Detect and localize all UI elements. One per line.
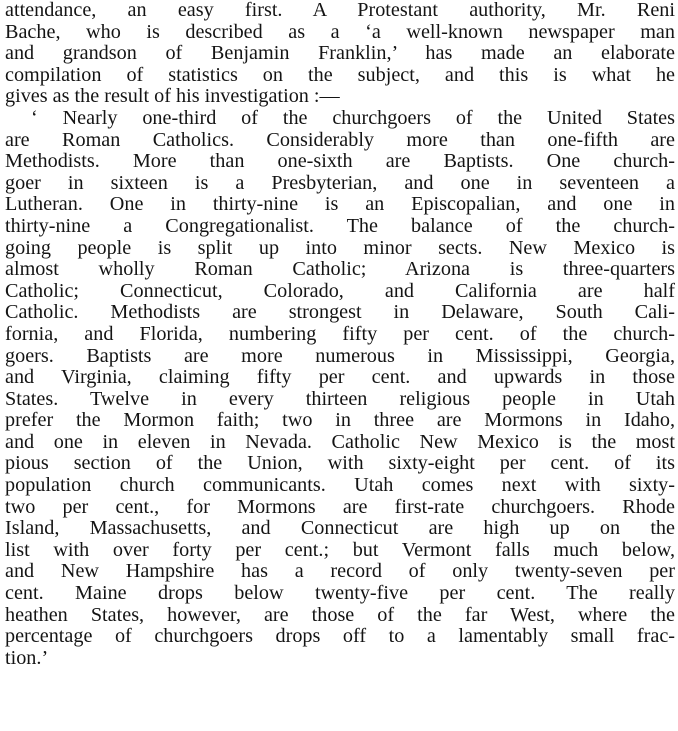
text-line: heathen States, however, are those of the far West, where the: [5, 604, 675, 626]
text-line: Lutheran. One in thirty-nine is an Episcopalian, and one in: [5, 194, 675, 216]
text-line: pious section of the Union, with sixty-eight per cent. of its: [5, 453, 675, 475]
text-line: percentage of churchgoers drops off to a lamentably small frac-: [5, 626, 675, 648]
text-line: compilation of statistics on the subject, and this is what he: [5, 64, 675, 86]
text-line: gives as the result of his investigation :—: [5, 86, 340, 108]
text-line: attendance, an easy first. A Protestant authority, Mr. Reni: [5, 0, 675, 21]
text-line: Catholic; Connecticut, Colorado, and California are half: [5, 280, 675, 302]
text-line: thirty-nine a Congregationalist. The balance of the church-: [5, 215, 675, 237]
text-line: goers. Baptists are more numerous in Mississippi, Georgia,: [5, 345, 675, 367]
text-line: States. Twelve in every thirteen religious people in Utah: [5, 388, 675, 410]
text-line: going people is split up into minor sects. New Mexico is: [5, 237, 675, 259]
text-line: ‘ Nearly one-third of the churchgoers of the United States: [31, 107, 675, 129]
text-line: prefer the Mormon faith; two in three are Mormons in Idaho,: [5, 410, 675, 432]
text-line: and Virginia, claiming fifty per cent. and upwards in those: [5, 367, 675, 389]
text-line: Methodists. More than one-sixth are Baptists. One church-: [5, 151, 675, 173]
text-line: and New Hampshire has a record of only twenty-seven per: [5, 561, 675, 583]
text-line: Bache, who is described as a ‘a well-known newspaper man: [5, 21, 675, 43]
text-line: Island, Massachusetts, and Connecticut are high up on the: [5, 518, 675, 540]
text-line: almost wholly Roman Catholic; Arizona is three-quarters: [5, 259, 675, 281]
text-line: are Roman Catholics. Considerably more than one-fifth are: [5, 129, 675, 151]
text-line: list with over forty per cent.; but Vermont falls much below,: [5, 539, 675, 561]
text-line: cent. Maine drops below twenty-five per cent. The really: [5, 583, 675, 605]
text-line: and one in eleven in Nevada. Catholic New Mexico is the most: [5, 431, 675, 453]
text-line: goer in sixteen is a Presbyterian, and one in seventeen a: [5, 172, 675, 194]
paragraph-intro: [5, 0, 675, 108]
text-line: fornia, and Florida, numbering fifty per cent. of the church-: [5, 323, 675, 345]
text-line: Catholic. Methodists are strongest in Delaware, South Cali-: [5, 302, 675, 324]
paragraph-quotation: [5, 108, 675, 669]
text-line: and grandson of Benjamin Franklin,’ has made an elaborate: [5, 43, 675, 65]
text-line: tion.’: [5, 647, 49, 669]
text-line: population church communicants. Utah comes next with sixty-: [5, 475, 675, 497]
document-page: [5, 0, 675, 669]
text-line: two per cent., for Mormons are first-rate churchgoers. Rhode: [5, 496, 675, 518]
